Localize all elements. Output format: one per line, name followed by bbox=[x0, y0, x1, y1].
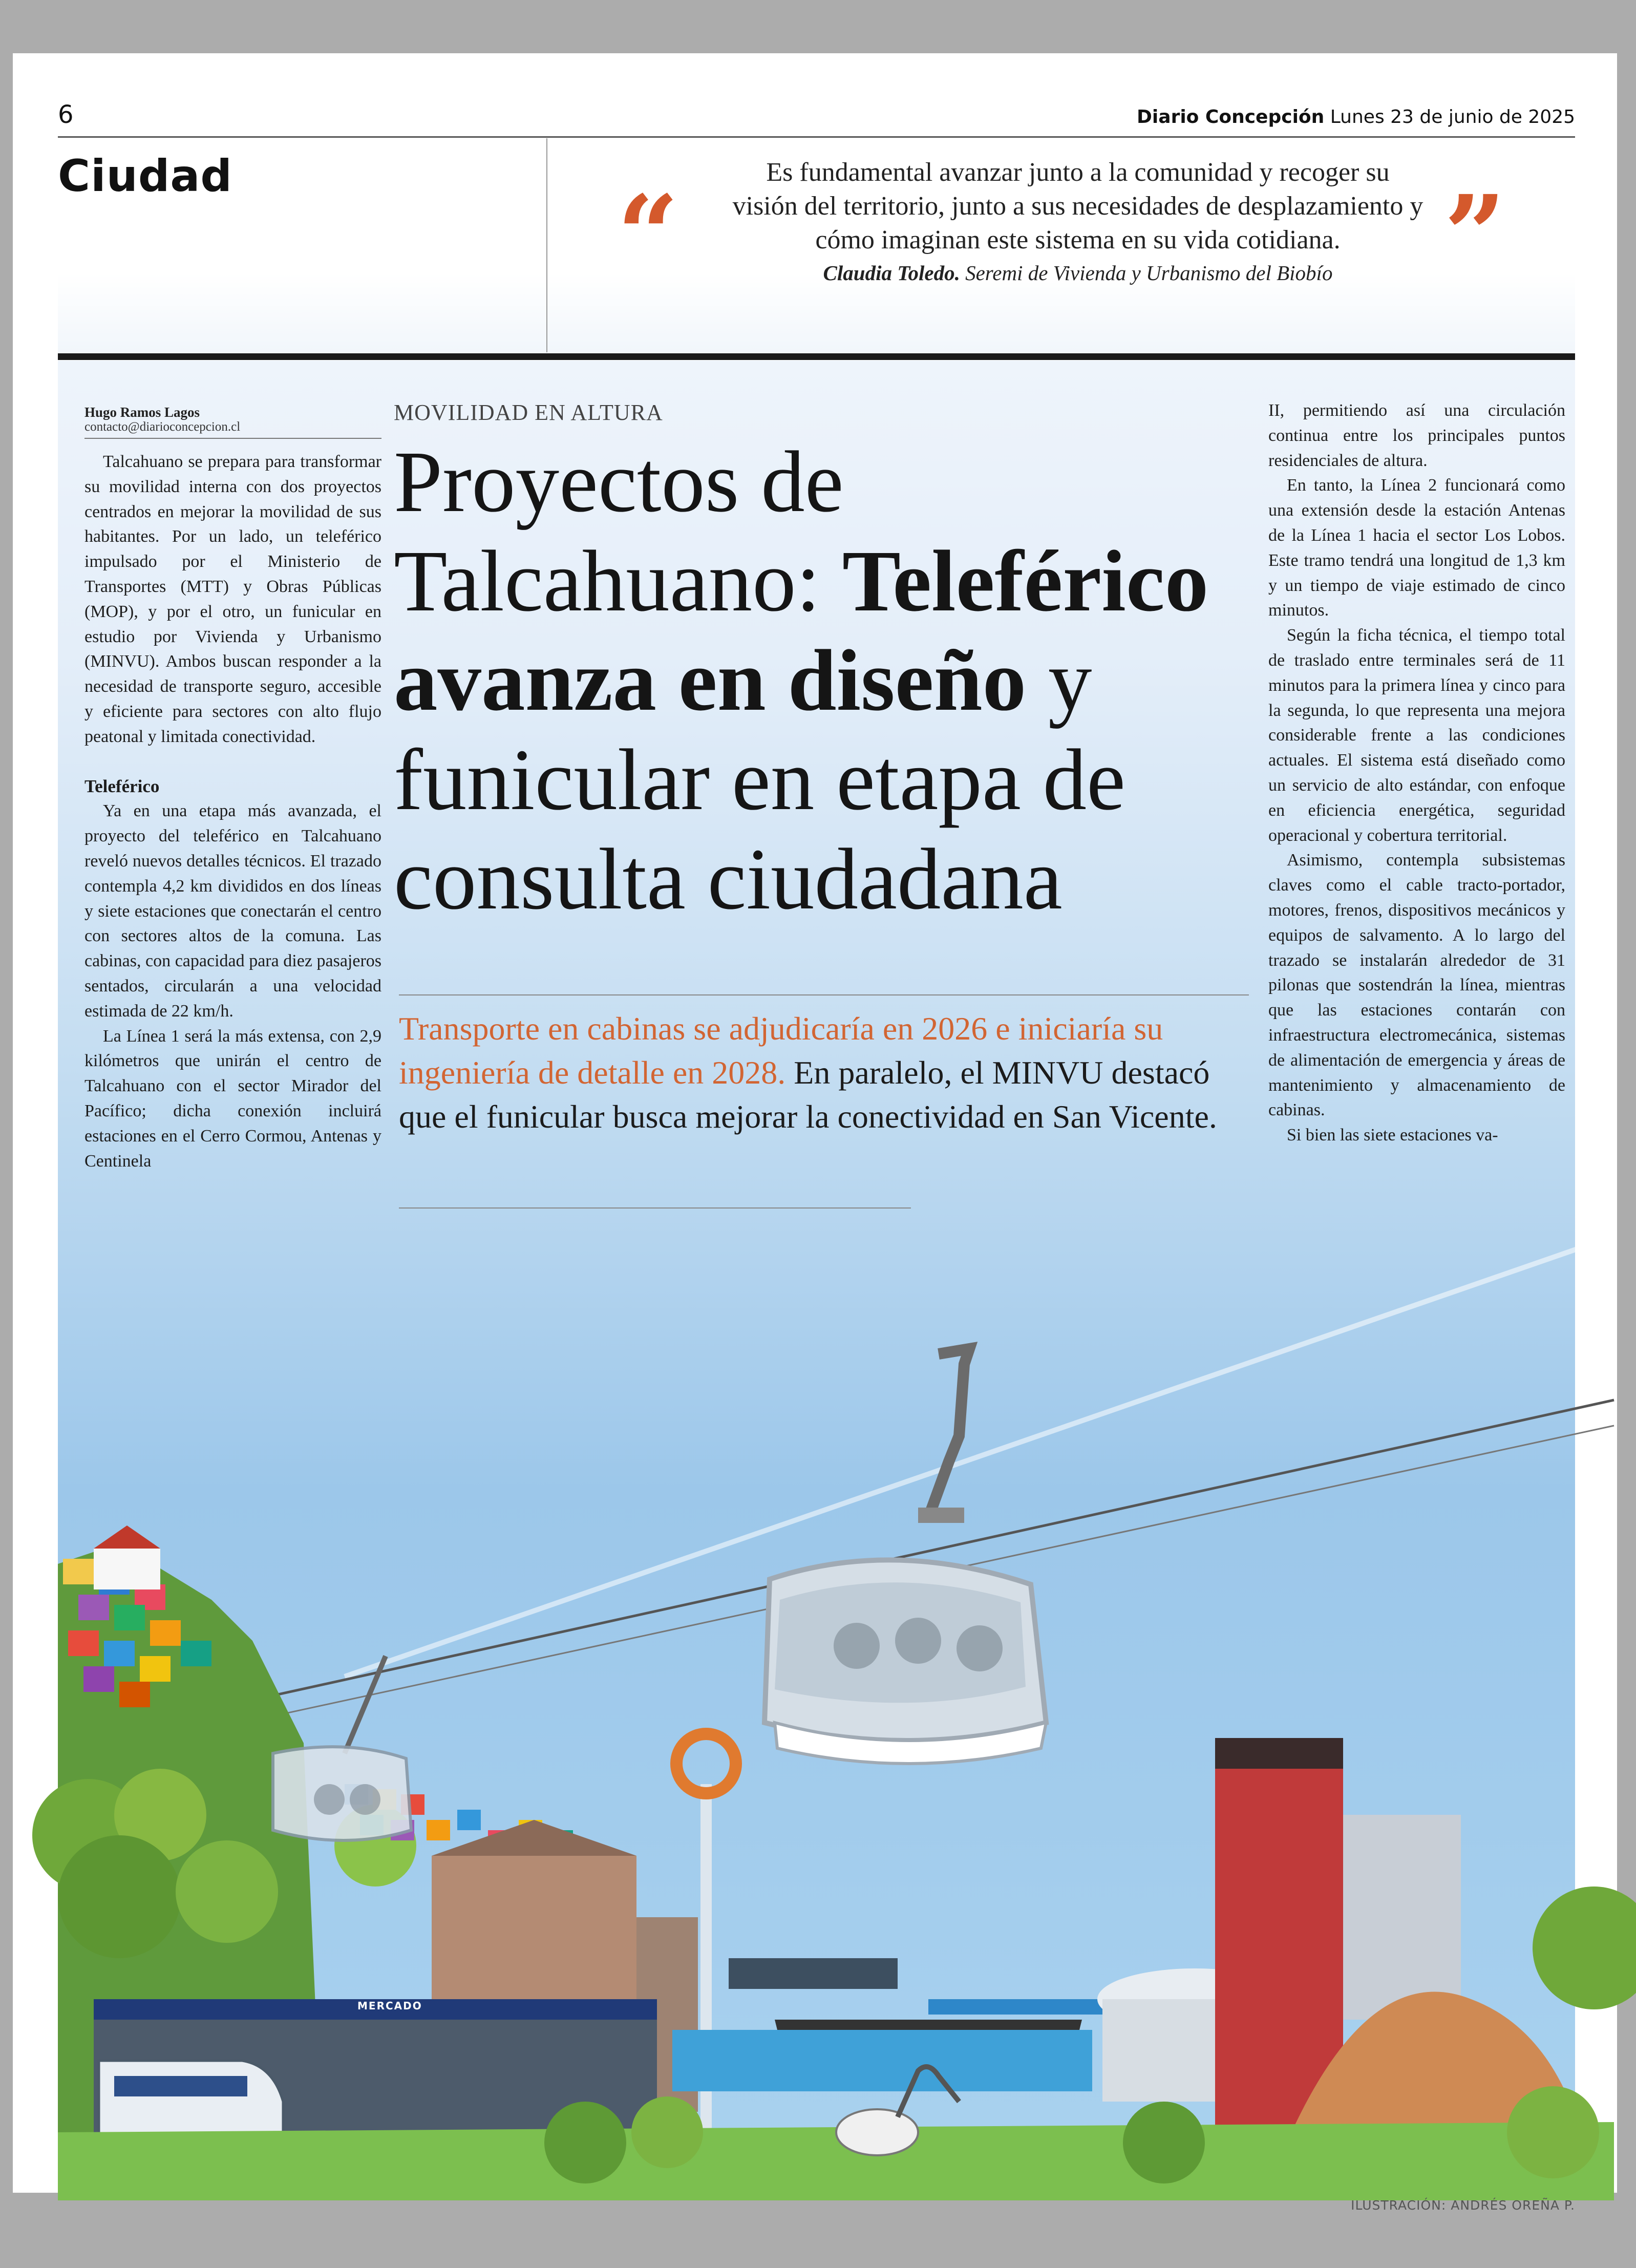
train bbox=[99, 2061, 283, 2143]
quote-line: cómo imaginan este sistema en su vida cotidiana. bbox=[815, 225, 1341, 255]
paragraph: Asimismo, contempla subsistemas claves como el cable tracto-portador, motores, frenos, dispositivos mecánicos y equipos de salvamento. A lo largo del trazado se instalarán alrededor de 31 pilonas que sostendrán la línea, mientras que las estaciones contarán con infraestructura electromecánica, sistemas de alimentación de emergencia y áreas de mantenimiento y almacenamiento de cabinas. bbox=[1268, 851, 1565, 1120]
kicker: MOVILIDAD EN ALTURA bbox=[394, 400, 663, 425]
quote-author-role: Seremi de Vivienda y Urbanismo del Biobío bbox=[965, 261, 1333, 285]
quote-attribution bbox=[678, 261, 1477, 285]
deck bbox=[399, 1007, 1249, 1139]
deck-top-rule bbox=[399, 994, 1249, 995]
headline-part: Proyectos de Talcahuano: bbox=[394, 433, 844, 629]
small-gondola bbox=[273, 1656, 411, 1840]
byline-email: contacto@diarioconcepcion.cl bbox=[84, 420, 241, 434]
subhead: Teleférico bbox=[84, 776, 160, 796]
pull-quote bbox=[699, 156, 1457, 257]
byline-name: Hugo Ramos Lagos bbox=[84, 405, 200, 420]
header-thick-rule bbox=[58, 353, 1575, 360]
section-title: Ciudad bbox=[58, 151, 232, 202]
paragraph: II, permitiendo así una circulación continua entre los principales puntos residenciales de altura. bbox=[1268, 401, 1565, 470]
quote-line: Es fundamental avanzar junto a la comunidad y recoger su bbox=[766, 158, 1390, 187]
deck-highlight: Transporte en cabinas se adjudicaría en 2026 e iniciaría su ingeniería de detalle en 2028. bbox=[399, 1010, 1163, 1091]
deck-bottom-rule bbox=[399, 1207, 911, 1209]
illustration-credit: ILUSTRACIÓN: ANDRÉS OREÑA P. bbox=[1351, 2198, 1575, 2213]
quote-author: Claudia Toledo. bbox=[823, 261, 960, 285]
paragraph: Si bien las siete estaciones va- bbox=[1287, 1126, 1498, 1145]
byline-rule bbox=[84, 438, 381, 439]
headline-bold: Teleférico avanza en diseño bbox=[394, 533, 1209, 729]
header-band bbox=[58, 273, 1575, 354]
headline-part: y funicular en etapa de consulta ciudadana bbox=[394, 632, 1125, 927]
column-right bbox=[1268, 398, 1565, 1148]
masthead-line bbox=[1137, 107, 1575, 128]
paragraph: Ya en una etapa más avanzada, el proyecto del teleférico en Talcahuano reveló nuevos detalles técnicos. El trazado contempla 4,2 km divididos en dos líneas y siete estaciones que conectarán el centro con sectores altos de la comuna. Las cabinas, con capacidad para diez pasajeros sentados, circularán a una velocidad estimada de 22 km/h. bbox=[84, 801, 381, 1021]
top-rule bbox=[58, 136, 1575, 138]
paragraph: Talcahuano se prepara para transformar su movilidad interna con dos proyectos centrados en mejorar la movilidad de sus habitantes. Por un lado, un teleférico impulsado por el Ministerio de Transportes (MTT) y Obras Públicas (MOP), y por el otro, un funicular en estudio por Vivienda y Urbanismo (MINVU). Ambos buscan responder a la necesidad de transporte seguro, accesible y eficiente para sectores con alto flujo peatonal y limitada conectividad. bbox=[84, 452, 381, 746]
column-left bbox=[84, 450, 381, 1174]
page-number: 6 bbox=[58, 100, 74, 129]
bay-water bbox=[672, 2030, 1092, 2091]
close-quote-mark: ” bbox=[1444, 172, 1506, 298]
open-quote-mark: “ bbox=[617, 172, 679, 298]
paragraph: Según la ficha técnica, el tiempo total de traslado entre terminales será de 11 minutos para la primera línea y cinco para la segunda, lo que representa una mejora considerable frente a las condiciones actuales. El sistema está diseñado como un servicio de alto estándar, con enfoque en eficiencia energética, seguridad operacional y cobertura territorial. bbox=[1268, 626, 1565, 845]
cable-car-illustration bbox=[58, 1231, 1614, 2200]
deck-text: En paralelo, el MINVU destacó que el funicular busca mejorar la conectividad en San Vicente. bbox=[399, 1054, 1217, 1135]
quote-line: visión del territorio, junto a sus necesidades de desplazamiento y bbox=[732, 192, 1423, 221]
market-sign: MERCADO bbox=[357, 2000, 422, 2012]
paragraph: La Línea 1 será la más extensa, con 2,9 kilómetros que unirán el centro de Talcahuano con el sector Mirador del Pacífico; dicha conexión incluirá estaciones en el Cerro Cormou, Antenas y Centinela bbox=[84, 1026, 381, 1171]
header-divider bbox=[546, 138, 547, 352]
headline bbox=[394, 432, 1264, 929]
newspaper-name: Diario Concepción bbox=[1137, 107, 1325, 128]
publication-date: Lunes 23 de junio de 2025 bbox=[1330, 107, 1575, 128]
paragraph: En tanto, la Línea 2 funcionará como una extensión desde la estación Antenas de la Línea 1 hacia el sector Los Lobos. Este tramo tendrá una longitud de 1,3 km y un tiempo de viaje estimado de cinco minutos. bbox=[1268, 476, 1565, 620]
newspaper-page bbox=[13, 53, 1617, 2213]
